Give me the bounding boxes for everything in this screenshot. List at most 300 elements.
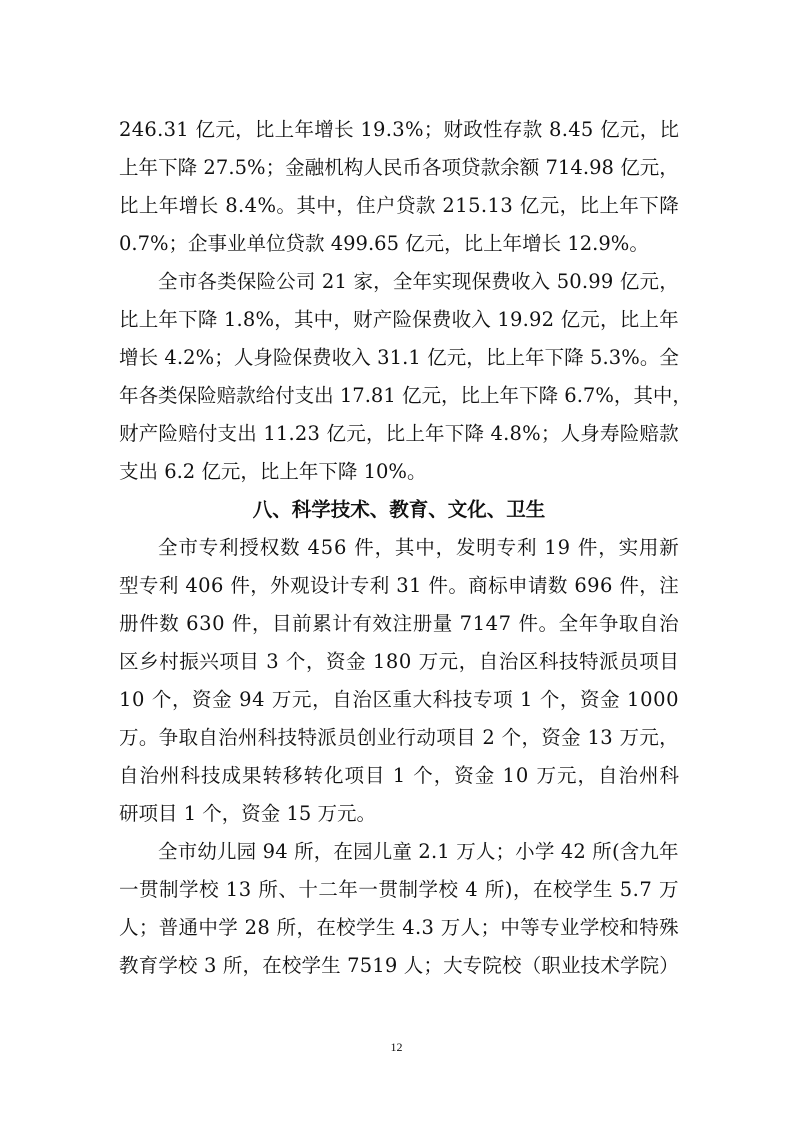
text-char: 4 [568, 118, 581, 141]
text-char: 观 [290, 574, 310, 597]
text-char: 十 [298, 878, 318, 901]
text-char: 收 [331, 346, 352, 369]
text-char: 1 [487, 194, 500, 217]
text-char: . [236, 308, 243, 331]
text-char: 费 [491, 270, 511, 293]
text-char: 科 [432, 688, 453, 711]
text-char: 教 [119, 954, 139, 977]
text-char: ， [305, 650, 326, 673]
text-char: 州 [237, 726, 258, 749]
text-char: 年 [158, 194, 179, 217]
text-char: 州 [160, 764, 180, 787]
text-char: 专 [462, 954, 483, 977]
text-char: 校 [502, 954, 522, 977]
text-char: 年 [525, 346, 545, 369]
text-char: 外 [270, 574, 290, 597]
text-char: ( [611, 840, 620, 863]
text-char: ； [423, 954, 443, 977]
text-char: 比 [619, 308, 640, 331]
text-char [491, 301, 497, 339]
text-char: 在 [532, 878, 553, 901]
text-char: 目 [659, 650, 679, 673]
text-char: 6 [564, 384, 577, 407]
text-char: 保 [236, 270, 257, 293]
text-char: 6 [599, 574, 613, 597]
text-char: 其 [296, 194, 316, 217]
text-char: 万 [119, 726, 139, 749]
text-line [119, 415, 679, 453]
text-char: 争 [158, 726, 179, 749]
text-char: 比 [485, 346, 506, 369]
text-char: 2 [541, 308, 554, 331]
text-char [495, 719, 501, 757]
text-char: 下 [444, 422, 465, 445]
text-char: % [621, 346, 640, 369]
text-char: 新 [659, 536, 679, 559]
text-char: 化 [324, 764, 344, 787]
text-char: . [414, 916, 422, 939]
text-char: 1 [275, 422, 289, 445]
text-char: 自 [639, 612, 659, 635]
text-char: 学 [158, 954, 178, 977]
text-char: 中 [500, 916, 520, 939]
text-char: 明 [476, 536, 496, 559]
text-char: 9 [587, 574, 600, 597]
text-char: 9 [528, 308, 542, 331]
text-char: 。 [276, 194, 296, 217]
text-char [218, 301, 224, 339]
text-char: 自 [597, 764, 618, 787]
text-char: 儿 [216, 840, 237, 863]
text-char: 0 [666, 688, 679, 711]
text-char: 等 [520, 916, 540, 939]
text-line [119, 947, 679, 985]
text-char: 元 [421, 384, 441, 407]
text-char: % [522, 422, 541, 445]
text-char: 自 [198, 726, 218, 749]
text-char: 元 [619, 118, 640, 141]
text-char: 专 [198, 536, 219, 559]
text-char: 元 [346, 422, 366, 445]
text-char: 9 [588, 270, 601, 293]
text-char: 科 [659, 764, 679, 787]
text-char: 计 [329, 574, 350, 597]
text-char [476, 719, 482, 757]
text-char: 3 [377, 346, 390, 369]
text-char: 民 [382, 156, 403, 179]
text-char: 一 [358, 878, 378, 901]
text-char: 在 [333, 840, 353, 863]
text-char: 派 [317, 726, 337, 749]
text-char: 九 [639, 840, 659, 863]
text-char: 全 [158, 270, 178, 293]
text-char: 数 [547, 574, 568, 597]
text-char: 治 [218, 726, 238, 749]
text-char: ， [441, 384, 461, 407]
text-char: 赔 [216, 384, 237, 407]
text-char: 业 [376, 726, 397, 749]
text-line-content: 0.7%；企事业单位贷款 499.65 亿元，比上年增长 12.9%。 [119, 232, 649, 255]
text-char: 4 [131, 118, 145, 141]
text-char [347, 263, 353, 301]
text-char: 个 [413, 764, 433, 787]
text-char: 生 [593, 878, 613, 901]
text-char: 亿 [519, 194, 540, 217]
text-char: 员 [619, 650, 639, 673]
text-char: 1 [497, 308, 510, 331]
text-char [219, 187, 225, 225]
text-char: 项 [639, 650, 659, 673]
text-char: 1 [263, 422, 276, 445]
text-char: 下 [519, 384, 539, 407]
text-char: 余 [500, 156, 520, 179]
text-char: . [176, 346, 184, 369]
text-char: 技 [580, 954, 601, 977]
text-char: 件 [354, 536, 374, 559]
text-char: 在 [316, 916, 336, 939]
text-char [434, 909, 440, 947]
text-char: 殊 [659, 916, 679, 939]
text-char: 技 [201, 764, 221, 787]
text-char: 学 [619, 954, 640, 977]
text-char: 专 [496, 536, 517, 559]
text-char: 在 [262, 954, 282, 977]
text-char: 区 [518, 650, 539, 673]
text-char: 0 [515, 764, 529, 787]
text-char: 4 [252, 688, 265, 711]
text-char: 校 [599, 916, 620, 939]
text-char [581, 719, 587, 757]
text-char: 寿 [599, 422, 620, 445]
text-char: ， [659, 270, 679, 293]
text-char: 一 [119, 878, 139, 901]
text-char: 性 [483, 118, 503, 141]
text-char: 9 [509, 308, 523, 331]
text-char: ； [540, 422, 561, 445]
text-char: 5 [590, 346, 603, 369]
text-char: 增 [178, 194, 199, 217]
text-char: 增 [314, 118, 334, 141]
text-char: 4 [560, 840, 574, 863]
text-char: % [257, 194, 277, 217]
text-char: 6 [144, 118, 157, 141]
text-char: 亿 [620, 156, 640, 179]
text-char: ， [639, 118, 660, 141]
text-char [232, 681, 238, 719]
text-char: 2 [203, 156, 216, 179]
text-char: 长 [334, 118, 354, 141]
text-char: 校 [199, 878, 219, 901]
text-char: 科 [180, 764, 201, 787]
text-char: 8 [549, 118, 562, 141]
text-char: 重 [392, 688, 413, 711]
text-char: 5 [556, 270, 570, 293]
text-char: 3 [238, 878, 252, 901]
text-char: 振 [179, 650, 199, 673]
text-char [179, 605, 185, 643]
text-char: 金 [561, 726, 581, 749]
text-char: 所 [276, 916, 297, 939]
text-char: 3 [266, 650, 279, 673]
text-char: 元 [580, 308, 600, 331]
text-char: 1 [557, 156, 571, 179]
text-char: 8 [225, 194, 238, 217]
text-char: 贷 [395, 194, 416, 217]
text-char: 4 [185, 574, 198, 597]
text-char: 人 [475, 840, 496, 863]
text-char: 兴 [199, 650, 219, 673]
text-char: 7 [352, 384, 365, 407]
text-char: . [288, 422, 295, 445]
text-char: 技 [277, 726, 298, 749]
text-char: 全 [558, 612, 579, 635]
text-char: 争 [598, 612, 619, 635]
paragraph-insurance [119, 263, 692, 491]
text-line [119, 339, 679, 377]
text-char: 1 [225, 878, 239, 901]
text-char: 年 [119, 384, 139, 407]
text-char: 融 [304, 156, 325, 179]
text-char: 量 [432, 612, 453, 635]
text-char [145, 681, 151, 719]
text-char: 款 [236, 384, 256, 407]
text-char: 支 [294, 384, 315, 407]
text-char: （ [521, 954, 542, 977]
text-char: 上 [599, 194, 619, 217]
text-char: 上 [480, 384, 500, 407]
text-char: 动 [416, 726, 436, 749]
text-char: 1 [372, 650, 386, 673]
text-char: . [561, 118, 568, 141]
text-char: 大 [443, 954, 463, 977]
text-char: 万 [619, 726, 639, 749]
paragraph-science-technology [119, 529, 679, 833]
text-line [119, 225, 679, 263]
text-char [458, 871, 464, 909]
text-char: 业 [559, 916, 580, 939]
text-char [279, 643, 285, 681]
text-char: 1 [455, 194, 468, 217]
text-char: 专 [540, 916, 560, 939]
paragraph-finance-deposits-loans [119, 111, 679, 263]
text-char [397, 947, 403, 985]
text-char: 校 [336, 916, 356, 939]
text-char: 目 [365, 764, 385, 787]
text-char: 学 [579, 916, 600, 939]
text-char: 4 [570, 156, 583, 179]
text-char: 1 [502, 764, 515, 787]
text-char: 1 [389, 346, 403, 369]
text-char: 校 [438, 878, 458, 901]
text-char [252, 871, 258, 909]
text-char: ， [374, 536, 395, 559]
text-line [119, 681, 679, 719]
text-char [568, 567, 574, 605]
text-char [259, 643, 265, 681]
text-char: . [503, 422, 510, 445]
text-char: ) [504, 878, 513, 901]
text-char: ， [313, 840, 334, 863]
text-char: 利 [369, 574, 390, 597]
text-char: ， [333, 308, 353, 331]
text-char: 市 [177, 270, 198, 293]
text-char: 金 [474, 764, 495, 787]
text-char: 险 [272, 346, 293, 369]
text-char: ， [250, 574, 270, 597]
text-char: . [402, 346, 409, 369]
text-char [347, 529, 353, 567]
text-char: 8 [509, 422, 522, 445]
text-char: 件 [139, 612, 159, 635]
text-char [586, 833, 592, 871]
text-char: 3 [203, 954, 217, 977]
text-line [119, 453, 679, 491]
section-heading: 八、科学技术、教育、文化、卫生 [252, 498, 546, 521]
page-number: 12 [390, 1040, 403, 1054]
text-char: 4 [485, 612, 499, 635]
text-char: 中 [313, 308, 334, 331]
text-char: ， [296, 916, 316, 939]
text-char: ， [512, 878, 533, 901]
text-char: 万 [658, 878, 679, 901]
text-char: 成 [221, 764, 242, 787]
text-char: 万 [418, 650, 439, 673]
text-char: 移 [283, 764, 303, 787]
text-char [554, 301, 560, 339]
text-line [119, 187, 679, 225]
text-char: 学 [179, 878, 199, 901]
text-char: 件 [619, 574, 639, 597]
text-char: 支 [217, 422, 238, 445]
text-char: 全 [392, 270, 413, 293]
text-char: ， [274, 308, 294, 331]
text-char: 比 [385, 422, 406, 445]
text-char: 5 [234, 156, 247, 179]
text-char: 保 [471, 270, 492, 293]
text-char [412, 833, 418, 871]
text-char [571, 529, 577, 567]
text-char: 2 [482, 726, 495, 749]
text-char [450, 833, 456, 871]
text-char [584, 339, 590, 377]
text-char: 现 [451, 270, 472, 293]
text-char: 育 [138, 954, 159, 977]
text-char: 4 [490, 422, 503, 445]
text-char: ， [613, 384, 634, 407]
text-char: 比 [659, 118, 679, 141]
text-char: 入 [530, 270, 551, 293]
text-char [354, 111, 360, 149]
text-line-content: 研项目 1 个，资金 15 万元。 [119, 802, 377, 825]
text-char: 1 [472, 612, 486, 635]
text-char: 3 [392, 118, 405, 141]
text-char [453, 605, 459, 643]
text-char: 6 [333, 536, 347, 559]
text-char: 学 [218, 916, 238, 939]
text-char: ， [577, 764, 597, 787]
text-char: ； [214, 346, 234, 369]
text-char: ； [423, 118, 444, 141]
text-char: 注 [392, 612, 413, 635]
text-char: 机 [324, 156, 344, 179]
text-char: 有 [352, 612, 372, 635]
text-char: 件 [577, 536, 598, 559]
text-char: 降 [659, 194, 679, 217]
text-char: 所 [484, 878, 505, 901]
text-char [533, 681, 539, 719]
text-char: 年 [338, 878, 358, 901]
text-char [390, 567, 396, 605]
text-char: 校 [177, 954, 198, 977]
text-char: 5 [580, 118, 594, 141]
text-char: 给 [255, 384, 276, 407]
text-char [652, 871, 658, 909]
text-char [613, 871, 619, 909]
text-char: 亿 [619, 270, 640, 293]
text-line [119, 909, 679, 947]
text-char: 所 [294, 840, 314, 863]
text-char: 申 [508, 574, 528, 597]
text-char: 累 [312, 612, 332, 635]
text-char: 3 [396, 574, 409, 597]
text-char: 1 [372, 954, 385, 977]
text-char: 专 [349, 574, 370, 597]
text-char: 村 [159, 650, 179, 673]
text-char: 员 [337, 726, 357, 749]
text-char: 其 [293, 308, 314, 331]
text-char: 取 [618, 612, 639, 635]
text-char: 贯 [378, 878, 398, 901]
text-char [421, 339, 427, 377]
text-char [225, 605, 231, 643]
text-char: 资 [326, 650, 346, 673]
text-char: 款 [659, 422, 679, 445]
text-char: 请 [527, 574, 548, 597]
text-char: 9 [557, 536, 571, 559]
text-char: 险 [158, 422, 178, 445]
text-char: 发 [455, 536, 476, 559]
text-char: ； [495, 840, 516, 863]
text-char: 利 [219, 536, 239, 559]
text-line [119, 643, 679, 681]
text-char: 治 [352, 688, 372, 711]
text-char: 院 [639, 954, 660, 977]
text-char: 0 [653, 688, 666, 711]
text-char: 比 [460, 384, 481, 407]
text-char [198, 947, 204, 985]
text-char: 0 [398, 650, 412, 673]
text-char: 。 [138, 726, 159, 749]
text-char: . [430, 840, 438, 863]
text-char: 特 [639, 916, 659, 939]
text-char: 元 [446, 346, 467, 369]
text-char: 项 [493, 688, 513, 711]
text-char: 8 [385, 650, 399, 673]
text-char: 亿 [326, 422, 347, 445]
text-char: . [157, 118, 164, 141]
text-char: 构 [343, 156, 364, 179]
text-char: . [385, 118, 392, 141]
text-char [300, 529, 306, 567]
text-char: ， [599, 308, 620, 331]
text-char: 创 [356, 726, 377, 749]
text-char: 职 [541, 954, 561, 977]
text-char: 赔 [639, 422, 659, 445]
text-char: 技 [559, 650, 579, 673]
text-char: 利 [516, 536, 537, 559]
text-char: 年 [138, 156, 159, 179]
text-char: 1 [360, 118, 373, 141]
